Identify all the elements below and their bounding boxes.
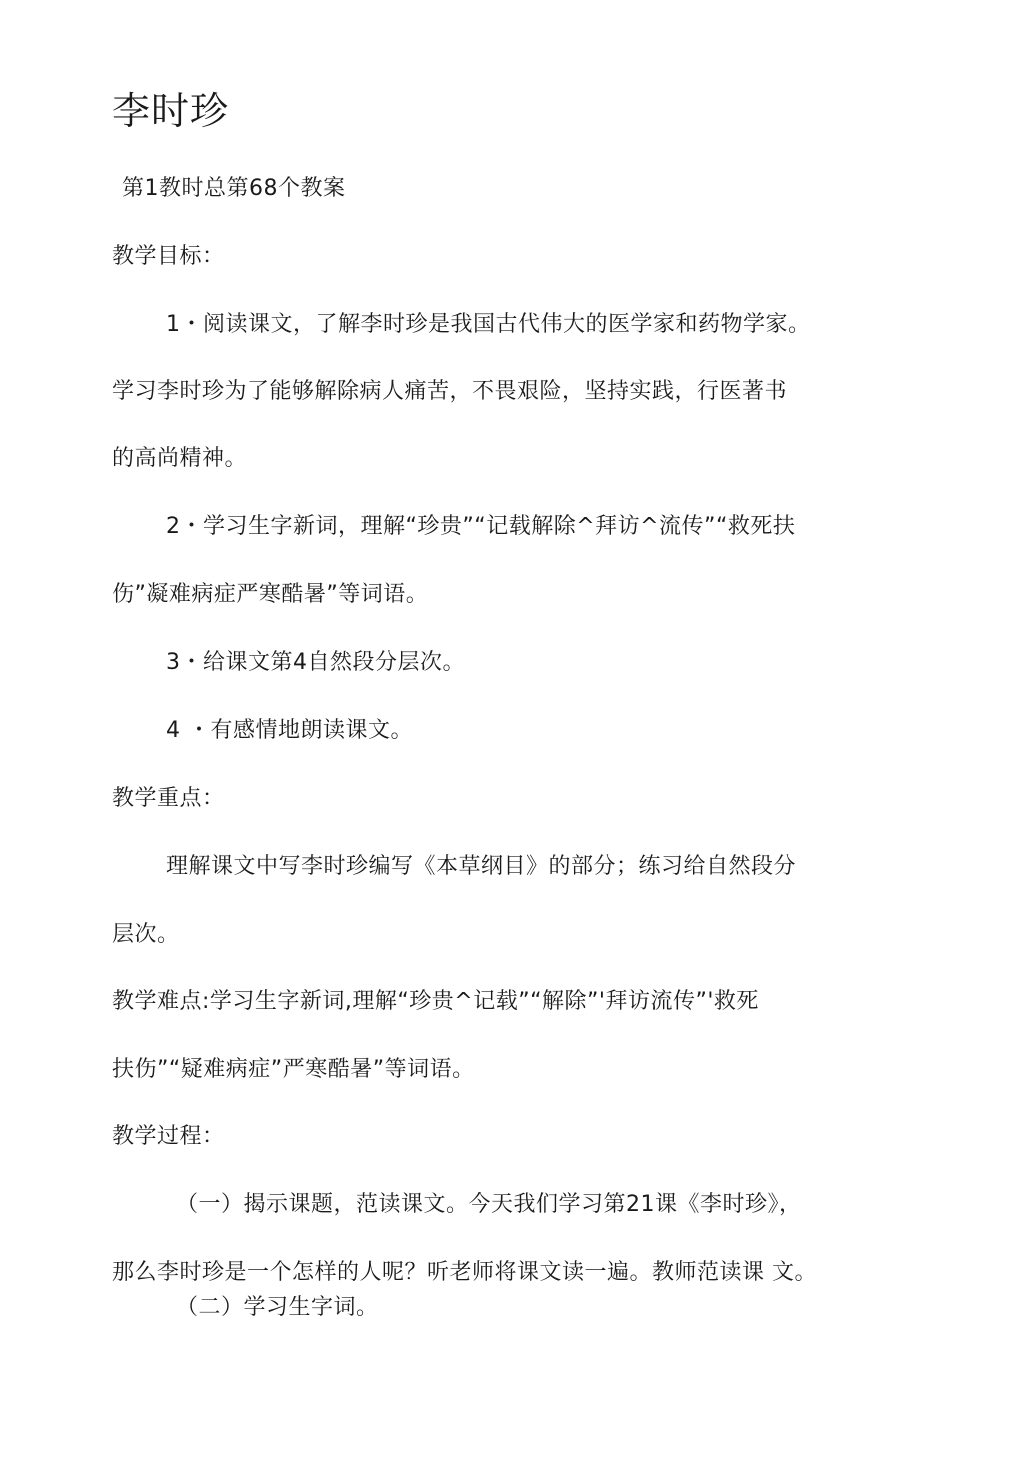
step-1-line-2: 那么李时珍是一个怎样的人呢？听老师将课文读一遍。教师范读课 文。 (112, 1260, 817, 1285)
step-2: （二）学习生字词。 (176, 1295, 379, 1320)
objective-2-line-1: 2・学习生字新词，理解“珍贵”“记载解除^拜访^流传”“救死扶 (166, 514, 796, 539)
objective-1-line-3: 的高尚精神。 (112, 446, 248, 471)
objective-1-line-1: 1・阅读课文，了解李时珍是我国古代伟大的医学家和药物学家。 (166, 312, 811, 337)
objective-1-line-2: 学习李时珍为了能够解除病人痛苦，不畏艰险，坚持实践，行医著书 (112, 379, 788, 404)
key-points-line-1: 理解课文中写李时珍编写《本草纲目》的部分；练习给自然段分 (166, 854, 797, 879)
process-heading: 教学过程： (112, 1124, 225, 1149)
key-points-line-2: 层次。 (112, 922, 180, 947)
objectives-heading: 教学目标： (112, 244, 225, 269)
objective-3: 3・给课文第4自然段分层次。 (166, 650, 465, 675)
objective-4: 4 ・有感情地朗读课文。 (166, 718, 413, 743)
difficulty-line-1: 教学难点:学习生字新词,理解“珍贵^记载”“解除”'拜访流传”'救死 (112, 989, 759, 1014)
key-points-heading: 教学重点： (112, 786, 225, 811)
document-title: 李时珍 (112, 89, 230, 133)
objective-2-line-2: 伤”凝难病症严寒酷暑”等词语。 (112, 582, 429, 607)
step-1-line-1: （一）揭示课题，范读课文。今天我们学习第21课《李时珍》， (176, 1192, 802, 1217)
difficulty-line-2: 扶伤”“疑难病症”严寒酷暑”等词语。 (112, 1057, 475, 1082)
lesson-info: 第1教时总第68个教案 (122, 176, 346, 201)
